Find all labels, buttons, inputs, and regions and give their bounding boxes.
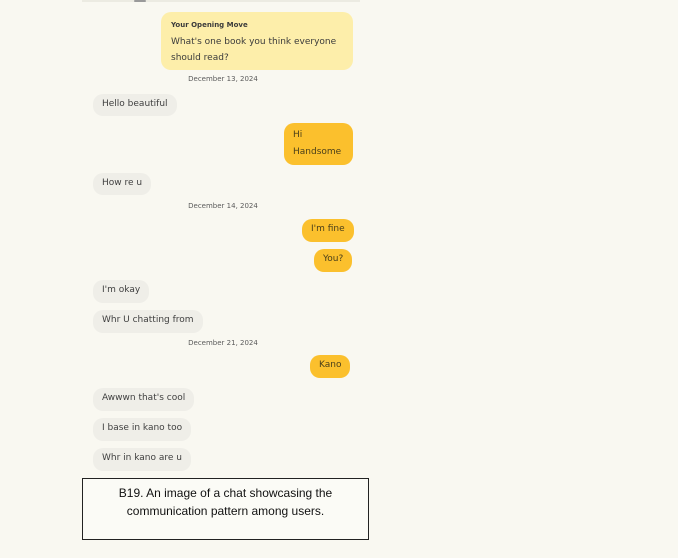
message-received[interactable]: How re u bbox=[93, 173, 151, 195]
message-received[interactable]: Hello beautiful bbox=[93, 94, 177, 116]
opening-move-title: Your Opening Move bbox=[171, 21, 248, 29]
message-received[interactable]: Whr U chatting from bbox=[93, 310, 203, 333]
date-separator: December 14, 2024 bbox=[188, 202, 258, 210]
message-sent[interactable]: Hi Handsome bbox=[284, 123, 353, 165]
message-sent[interactable]: I'm fine bbox=[302, 219, 354, 242]
message-received[interactable]: Whr in kano are u bbox=[93, 448, 191, 471]
figure-caption: B19. An image of a chat showcasing the communication pattern among users. bbox=[82, 478, 369, 540]
message-received[interactable]: Awwwn that's cool bbox=[93, 388, 194, 411]
message-received[interactable]: I'm okay bbox=[93, 280, 149, 303]
message-received[interactable]: I base in kano too bbox=[93, 418, 191, 441]
date-separator: December 21, 2024 bbox=[188, 339, 258, 347]
opening-move-card bbox=[161, 12, 353, 70]
opening-move-question: What's one book you think everyone should read? bbox=[171, 37, 337, 63]
scroll-indicator bbox=[134, 0, 146, 2]
message-sent[interactable]: You? bbox=[314, 249, 352, 272]
message-sent[interactable]: Kano bbox=[310, 355, 350, 378]
date-separator: December 13, 2024 bbox=[188, 75, 258, 83]
top-divider bbox=[82, 0, 360, 2]
